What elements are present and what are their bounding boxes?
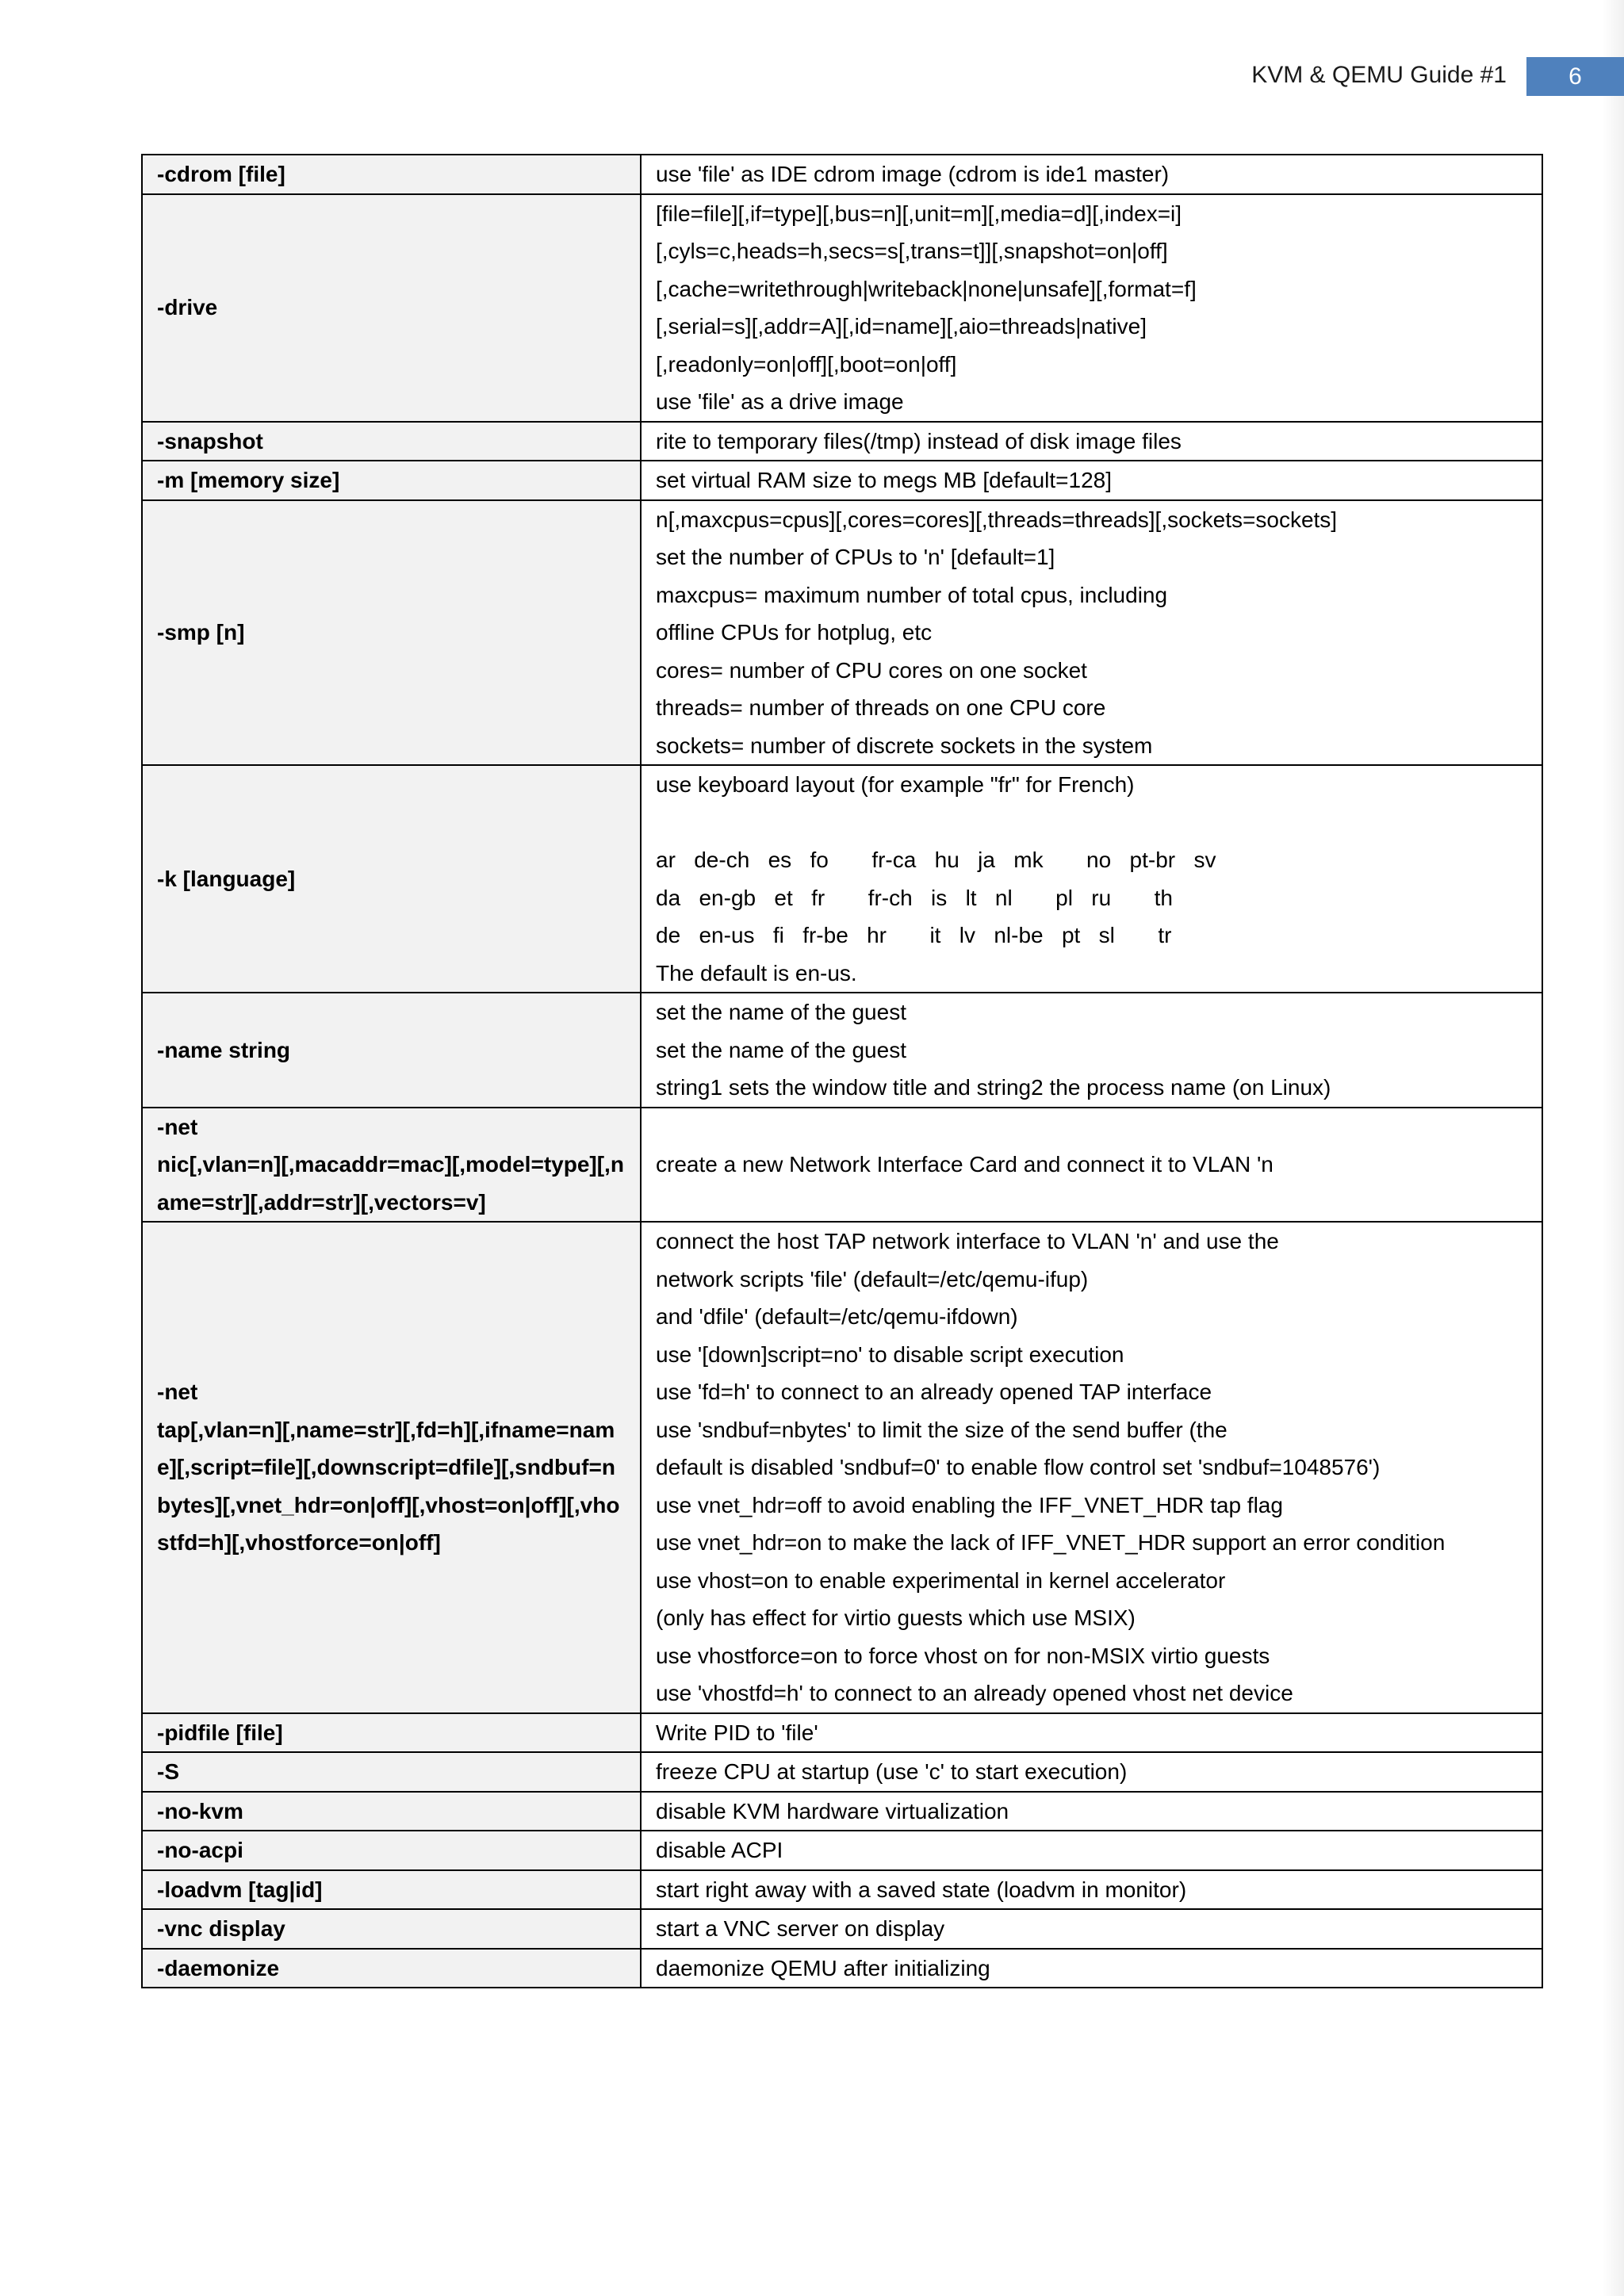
table-row <box>142 765 1542 993</box>
description-line: sockets= number of discrete sockets in the system <box>656 733 1153 758</box>
description-line: set the name of the guest <box>656 1037 906 1062</box>
table-row <box>142 1752 1542 1792</box>
option-text: -no-kvm <box>157 1798 243 1823</box>
description-line: disable ACPI <box>656 1838 783 1862</box>
description-cell <box>641 1792 1542 1831</box>
description-line: use vnet_hdr=off to avoid enabling the IFF_VNET_HDR tap flag <box>656 1492 1283 1517</box>
option-text: -m [memory size] <box>157 468 340 492</box>
option-cell <box>142 1949 641 1988</box>
description-line: use 'file' as IDE cdrom image (cdrom is ide1 master) <box>656 162 1170 186</box>
option-text: -k [language] <box>157 866 296 891</box>
description-line: (only has effect for virtio guests which use MSIX) <box>656 1605 1136 1630</box>
option-text: -smp [n] <box>157 620 245 645</box>
description-cell <box>641 461 1542 500</box>
description-line: [,readonly=on|off][,boot=on|off] <box>656 351 957 377</box>
description-line: set virtual RAM size to megs MB [default=128] <box>656 468 1113 492</box>
description-cell <box>641 1222 1542 1713</box>
description-line: start right away with a saved state (loadvm in monitor) <box>656 1877 1187 1902</box>
table-row <box>142 155 1542 194</box>
option-cell <box>142 461 641 500</box>
table-row <box>142 1831 1542 1870</box>
description-line: default is disabled 'sndbuf=0' to enable flow control set 'sndbuf=1048576') <box>656 1455 1381 1479</box>
description-line: network scripts 'file' (default=/etc/qemu-ifup) <box>656 1266 1089 1292</box>
description-cell <box>641 1870 1542 1910</box>
description-line: string1 sets the window title and string2 the process name (on Linux) <box>656 1075 1331 1100</box>
description-line: The default is en-us. <box>656 960 857 985</box>
description-line: n[,maxcpus=cpus][,cores=cores][,threads=threads][,sockets=sockets] <box>656 507 1338 532</box>
description-line: use vhost=on to enable experimental in kernel accelerator <box>656 1567 1226 1593</box>
description-line: [,serial=s][,addr=A][,id=name][,aio=threads|native] <box>656 314 1147 339</box>
option-cell <box>142 993 641 1108</box>
table-row <box>142 1870 1542 1910</box>
description-line: Write PID to 'file' <box>656 1720 818 1745</box>
description-cell <box>641 1909 1542 1949</box>
page-number-badge: 6 <box>1526 57 1624 96</box>
description-line: use '[down]script=no' to disable script execution <box>656 1341 1124 1367</box>
description-line: create a new Network Interface Card and connect it to VLAN 'n <box>656 1152 1274 1177</box>
description-line: use keyboard layout (for example "fr" for French) <box>656 772 1135 797</box>
description-line: rite to temporary files(/tmp) instead of disk image files <box>656 428 1182 453</box>
description-cell <box>641 194 1542 422</box>
table-row <box>142 500 1542 766</box>
option-text: -daemonize <box>157 1955 280 1980</box>
page-edge-shadow <box>1602 0 1624 2296</box>
option-text: stfd=h][,vhostforce=on|off] <box>157 1530 441 1555</box>
option-text: bytes][,vnet_hdr=on|off][,vhost=on|off][,vho <box>157 1492 620 1517</box>
table-row <box>142 194 1542 422</box>
description-line: use 'fd=h' to connect to an already opened TAP interface <box>656 1380 1212 1404</box>
option-cell <box>142 194 641 422</box>
option-text: -net <box>157 1380 198 1404</box>
option-cell <box>142 1870 641 1910</box>
description-line: use 'sndbuf=nbytes' to limit the size of the send buffer (the <box>656 1417 1228 1442</box>
description-line: [,cyls=c,heads=h,secs=s[,trans=t]][,snapshot=on|off] <box>656 239 1168 263</box>
option-cell <box>142 500 641 766</box>
table-row <box>142 422 1542 461</box>
description-cell <box>641 422 1542 461</box>
option-text: -drive <box>157 295 218 320</box>
description-cell <box>641 1108 1542 1223</box>
description-cell <box>641 155 1542 194</box>
option-cell <box>142 1831 641 1870</box>
table-row <box>142 993 1542 1108</box>
description-line: set the name of the guest <box>656 1000 906 1024</box>
option-cell <box>142 1909 641 1949</box>
description-line: connect the host TAP network interface to VLAN 'n' and use the <box>656 1229 1279 1253</box>
table-row <box>142 1108 1542 1223</box>
description-line: use vhostforce=on to force vhost on for non-MSIX virtio guests <box>656 1643 1270 1668</box>
description-cell <box>641 765 1542 993</box>
description-cell <box>641 1752 1542 1792</box>
description-cell <box>641 1713 1542 1753</box>
table-row <box>142 461 1542 500</box>
table-row <box>142 1909 1542 1949</box>
table-row <box>142 1792 1542 1831</box>
option-text: -name string <box>157 1037 291 1062</box>
description-line: use vnet_hdr=on to make the lack of IFF_VNET_HDR support an error condition <box>656 1530 1446 1555</box>
option-cell <box>142 155 641 194</box>
description-cell <box>641 993 1542 1108</box>
option-cell <box>142 1108 641 1223</box>
table-row <box>142 1222 1542 1713</box>
option-text: -snapshot <box>157 428 263 453</box>
description-line: freeze CPU at startup (use 'c' to start execution) <box>656 1759 1128 1784</box>
description-line: daemonize QEMU after initializing <box>656 1955 990 1980</box>
option-text: -no-acpi <box>157 1838 243 1862</box>
description-line: da en-gb et fr fr-ch is lt nl pl ru th <box>656 885 1173 910</box>
option-cell <box>142 1222 641 1713</box>
description-cell <box>641 500 1542 766</box>
description-line: set the number of CPUs to 'n' [default=1] <box>656 545 1055 569</box>
description-line: offline CPUs for hotplug, etc <box>656 620 933 645</box>
description-cell <box>641 1949 1542 1988</box>
option-cell <box>142 1713 641 1753</box>
description-line: and 'dfile' (default=/etc/qemu-ifdown) <box>656 1304 1018 1329</box>
description-line: cores= number of CPU cores on one socket <box>656 657 1087 683</box>
description-line: ar de-ch es fo fr-ca hu ja mk no pt-br sv <box>656 848 1216 872</box>
option-cell <box>142 765 641 993</box>
table-row <box>142 1949 1542 1988</box>
option-cell <box>142 1792 641 1831</box>
description-line: maxcpus= maximum number of total cpus, including <box>656 582 1168 607</box>
table-row <box>142 1713 1542 1753</box>
description-line: [,cache=writethrough|writeback|none|unsafe][,format=f] <box>656 276 1197 301</box>
options-table <box>141 154 1543 1988</box>
description-line: use 'file' as a drive image <box>656 389 904 414</box>
option-text: -cdrom [file] <box>157 162 285 186</box>
option-text: -vnc display <box>157 1916 285 1941</box>
description-cell <box>641 1831 1542 1870</box>
option-cell <box>142 1752 641 1792</box>
description-line: threads= number of threads on one CPU core <box>656 695 1106 720</box>
option-text: -pidfile [file] <box>157 1720 283 1745</box>
option-text: -net <box>157 1114 198 1139</box>
options-table-body <box>142 155 1542 1988</box>
option-cell <box>142 422 641 461</box>
option-text: tap[,vlan=n][,name=str][,fd=h][,ifname=nam <box>157 1417 615 1442</box>
option-text: nic[,vlan=n][,macaddr=mac][,model=type][,n <box>157 1152 624 1177</box>
option-text: e][,script=file][,downscript=dfile][,sndbuf=n <box>157 1455 615 1479</box>
description-line: [file=file][,if=type][,bus=n][,unit=m][,media=d][,index=i] <box>656 201 1182 226</box>
description-line: start a VNC server on display <box>656 1916 945 1941</box>
header-title: KVM & QEMU Guide #1 <box>1251 62 1507 88</box>
description-line: use 'vhostfd=h' to connect to an already opened vhost net device <box>656 1681 1293 1705</box>
option-text: -S <box>157 1759 179 1784</box>
option-text: -loadvm [tag|id] <box>157 1877 323 1902</box>
description-line: de en-us fi fr-be hr it lv nl-be pt sl tr <box>656 923 1172 947</box>
description-line: disable KVM hardware virtualization <box>656 1798 1009 1823</box>
option-text: ame=str][,addr=str][,vectors=v] <box>157 1189 486 1215</box>
description-line <box>656 804 1527 842</box>
